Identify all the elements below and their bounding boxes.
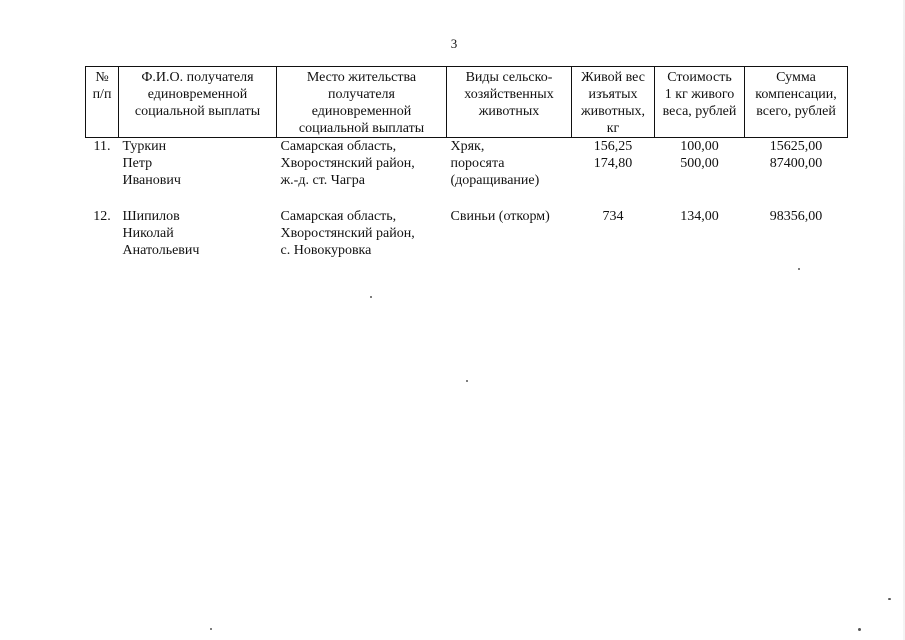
cell-price: 134,00 xyxy=(680,209,719,224)
cell-name: Туркин Петр Иванович xyxy=(122,139,181,188)
cell-num: 12. xyxy=(93,209,111,224)
header-name: Ф.И.О. получателя единовременной социальной выплаты xyxy=(119,67,277,138)
scan-speck xyxy=(888,598,891,600)
cell-name: Шипилов Николай Анатольевич xyxy=(122,209,200,258)
header-price: Стоимость 1 кг живого веса, рублей xyxy=(655,67,745,138)
cell-sum: 98356,00 xyxy=(769,209,823,224)
scan-speck xyxy=(210,628,212,630)
header-place: Место жительства получателя единовременной социальной выплаты xyxy=(277,67,447,138)
cell-weight: 156,25 174,80 xyxy=(593,139,633,171)
scan-speck xyxy=(858,628,861,631)
table-row xyxy=(86,138,848,209)
header-weight: Живой вес изъятых животных, кг xyxy=(572,67,655,138)
cell-price: 100,00 500,00 xyxy=(680,139,719,171)
cell-sum: 15625,00 87400,00 xyxy=(769,139,823,171)
table-row xyxy=(86,208,848,260)
cell-kind: Свиньи (откорм) xyxy=(450,209,550,224)
cell-kind: Хряк, поросята (доращивание) xyxy=(450,139,540,188)
compensation-table xyxy=(85,66,848,260)
scan-speck xyxy=(370,296,372,298)
scan-speck xyxy=(466,380,468,382)
header-sum: Сумма компенсации, всего, рублей xyxy=(745,67,848,138)
cell-num: 11. xyxy=(93,139,111,154)
header-num: № п/п xyxy=(86,67,119,138)
page-number: 3 xyxy=(450,36,458,51)
table-header-row xyxy=(86,67,848,138)
header-kind: Виды сельско- хозяйственных животных xyxy=(447,67,572,138)
cell-place: Самарская область, Хворостянский район, с. Новокуровка xyxy=(280,209,415,258)
cell-place: Самарская область, Хворостянский район, ж.-д. ст. Чагра xyxy=(280,139,415,188)
scan-speck xyxy=(798,268,800,270)
cell-weight: 734 xyxy=(602,209,624,224)
